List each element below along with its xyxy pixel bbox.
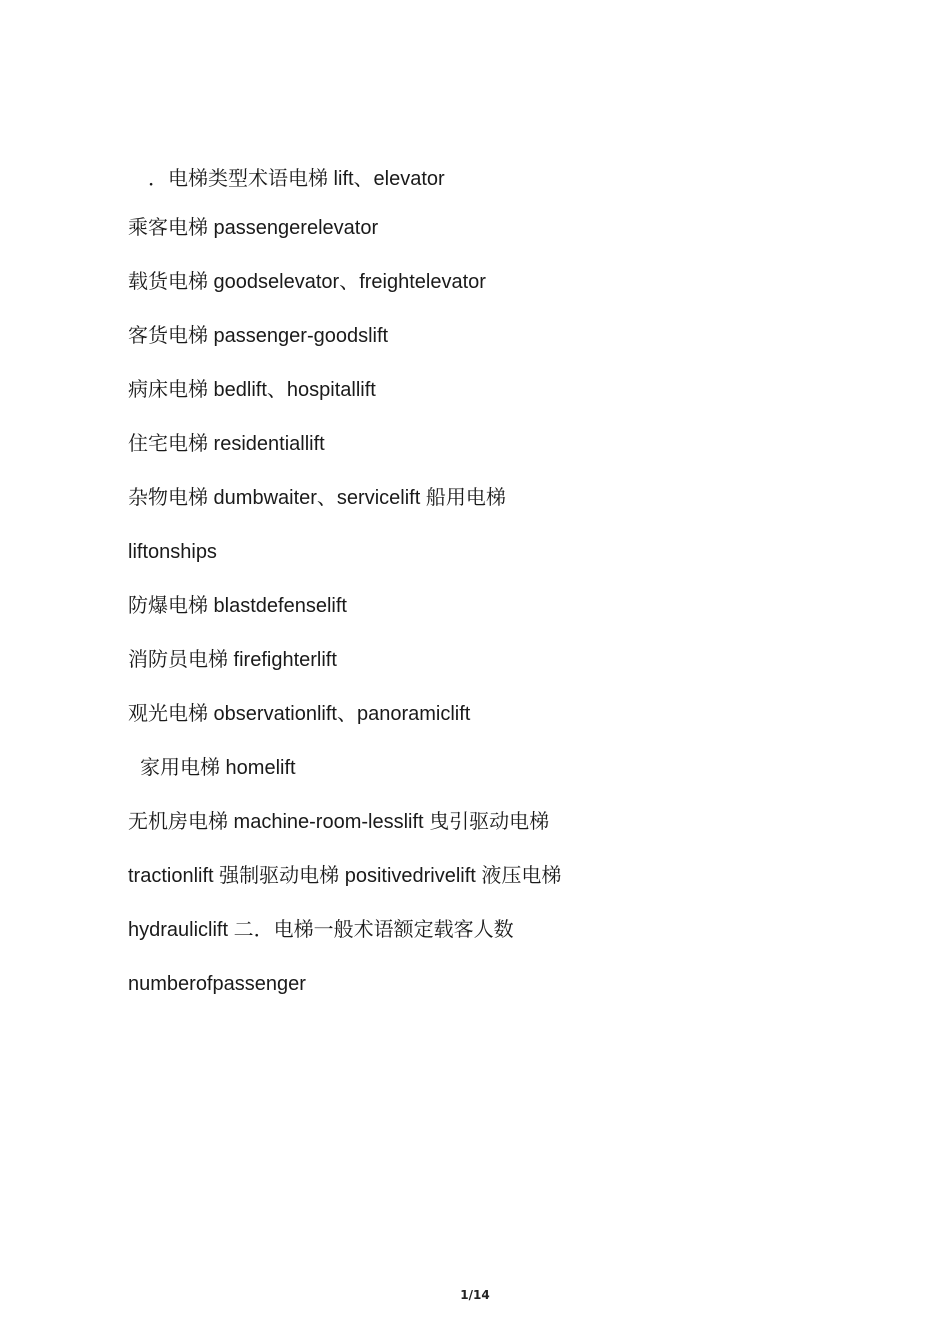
text-line-14: tractionlift 强制驱动电梯 positivedrivelift 液压电梯: [128, 865, 562, 887]
text-line-12: 家用电梯 homelift: [140, 757, 296, 779]
text-line-1: ．电梯类型术语电梯 lift、elevator: [148, 168, 445, 190]
text-line-11: 观光电梯 observationlift、panoramiclift: [128, 703, 471, 725]
text-line-7: 杂物电梯 dumbwaiter、servicelift 船用电梯: [128, 487, 506, 509]
text-line-9: 防爆电梯 blastdefenselift: [128, 595, 347, 617]
page-number: 1/14: [460, 1288, 490, 1302]
text-line-8: liftonships: [128, 541, 217, 563]
text-line-5: 病床电梯 bedlift、hospitallift: [128, 379, 376, 401]
text-line-16: numberofpassenger: [128, 973, 306, 995]
text-line-3: 载货电梯 goodselevator、freightelevator: [128, 271, 486, 293]
text-line-10: 消防员电梯 firefighterlift: [128, 649, 337, 671]
text-line-2: 乘客电梯 passengerelevator: [128, 217, 379, 239]
text-line-13: 无机房电梯 machine-room-lesslift 曳引驱动电梯: [128, 811, 550, 833]
text-line-4: 客货电梯 passenger-goodslift: [128, 325, 389, 347]
text-line-6: 住宅电梯 residentiallift: [128, 433, 325, 455]
text-line-15: hydrauliclift 二．电梯一般术语额定载客人数: [128, 919, 514, 941]
